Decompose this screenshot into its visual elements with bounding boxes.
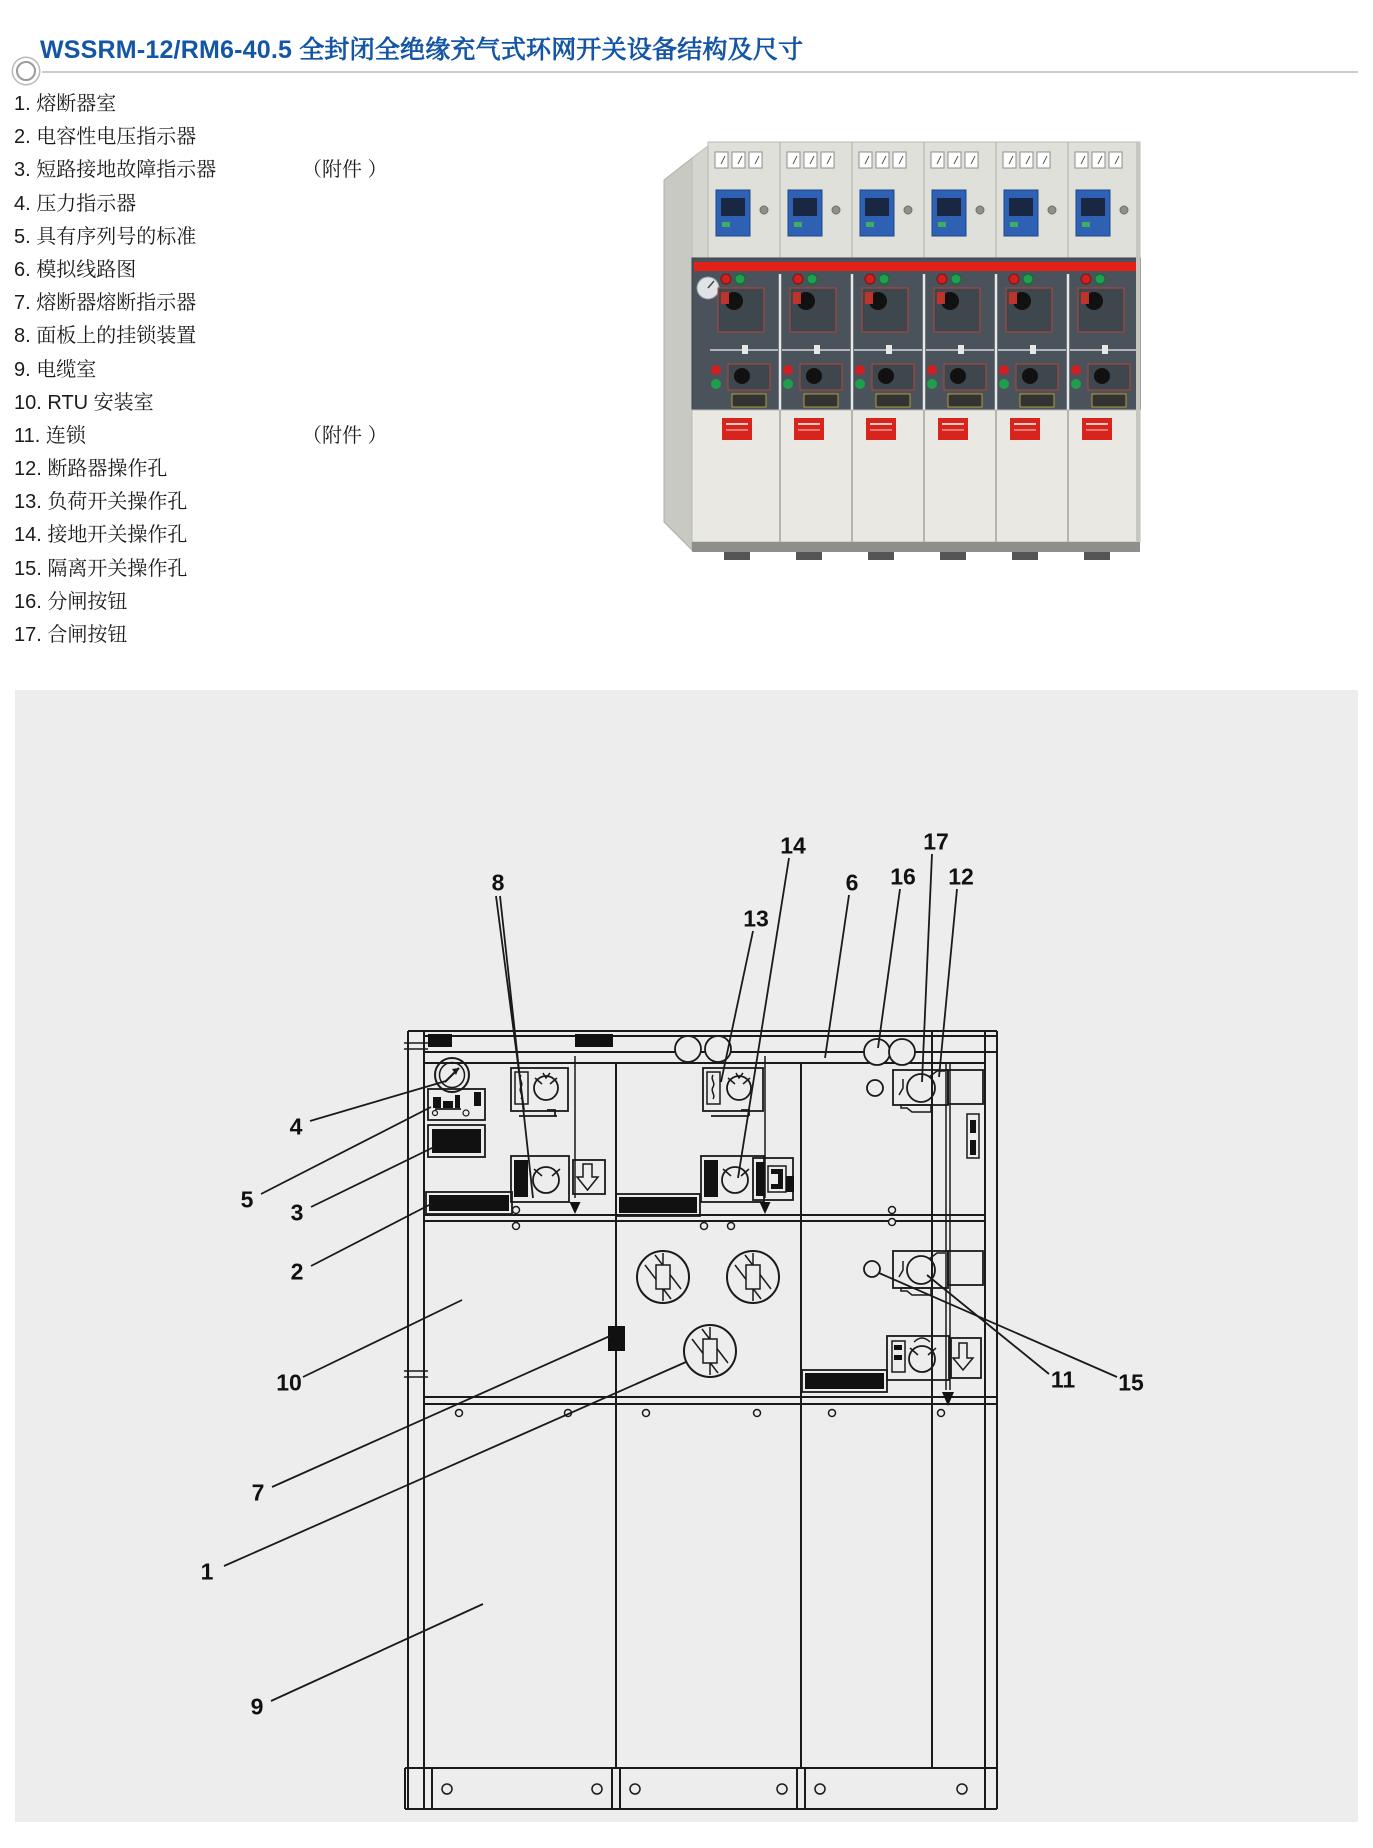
parts-list-item: 9. 电缆室 (14, 358, 97, 381)
parts-list-item: 12. 断路器操作孔 (14, 458, 168, 481)
diagram-callout: 17 (923, 828, 949, 855)
parts-list-item: 7. 熔断器熔断指示器 (14, 292, 197, 315)
parts-list-item: 8. 面板上的挂锁装置 (14, 325, 197, 348)
product-photo (650, 118, 1150, 598)
parts-list-item: 6. 模拟线路图 (14, 258, 137, 281)
diagram-callout: 14 (780, 832, 806, 859)
parts-list-item: 3. 短路接地故障指示器 （附件 ） (14, 159, 388, 182)
diagram-callout: 13 (743, 905, 769, 932)
diagram-callout: 7 (251, 1479, 265, 1506)
diagram-callout: 8 (491, 869, 505, 896)
parts-list-item: 2. 电容性电压指示器 (14, 126, 197, 149)
parts-list-item: 5. 具有序列号的标准 (14, 225, 197, 248)
parts-list (14, 88, 574, 652)
diagram-callout: 12 (948, 863, 974, 890)
parts-list-item: 4. 压力指示器 (14, 192, 137, 215)
diagram-callout: 2 (290, 1258, 304, 1285)
diagram-callout: 10 (276, 1369, 302, 1396)
parts-list-item: 13. 负荷开关操作孔 (14, 491, 188, 514)
decorative-ring-icon (16, 61, 36, 81)
parts-list-item: 10. RTU 安装室 (14, 391, 154, 414)
diagram-callout: 1 (200, 1558, 214, 1585)
diagram-callout: 16 (890, 863, 916, 890)
diagram-callout: 5 (240, 1186, 254, 1213)
diagram-callout: 6 (845, 869, 859, 896)
diagram-panel (15, 690, 1358, 1822)
parts-list-item: 14. 接地开关操作孔 (14, 524, 188, 547)
parts-list-item: 17. 合闸按钮 (14, 624, 128, 646)
parts-list-item: 15. 隔离开关操作孔 (14, 557, 188, 580)
diagram-callout: 4 (289, 1113, 303, 1140)
diagram-callout: 15 (1118, 1369, 1144, 1396)
diagram-callout: 11 (1050, 1366, 1076, 1393)
diagram-callout: 3 (290, 1199, 304, 1226)
parts-list-item: 1. 熔断器室 (14, 93, 117, 115)
parts-list-item: 16. 分闸按钮 (14, 590, 128, 613)
title-underline (42, 71, 1358, 73)
page-title: WSSRM-12/RM6-40.5 全封闭全绝缘充气式环网开关设备结构及尺寸 (40, 36, 804, 64)
switchgear-photo-graphic (650, 118, 1150, 598)
diagram-callout: 9 (250, 1693, 264, 1720)
parts-list-item: 11. 连锁 （附件 ） (14, 424, 388, 447)
